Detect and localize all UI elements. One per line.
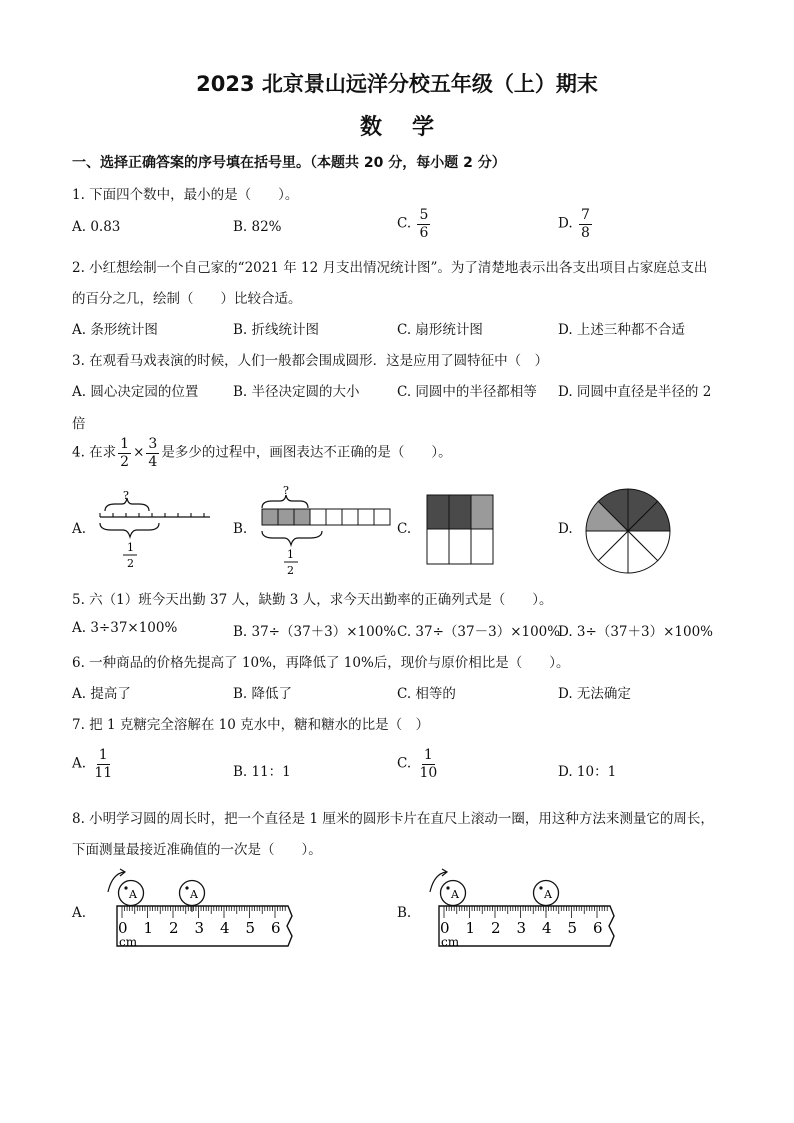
q8b-tick-label-3: 3 bbox=[516, 919, 527, 937]
q4-option-d-figure bbox=[584, 487, 672, 575]
q7-option-c-fraction: $\frac{1}{10}$ bbox=[419, 747, 438, 781]
q6-option-b[interactable]: B. 降低了 bbox=[233, 686, 293, 702]
q1-option-d-fraction: $\frac{7}{8}$ bbox=[580, 207, 590, 241]
q8b-point-label-2: A bbox=[544, 888, 552, 901]
q4b-half-denominator: 2 bbox=[287, 564, 294, 577]
q8b-tick-label-1: 1 bbox=[465, 919, 476, 937]
q4-stem-prefix: 4. 在求 bbox=[72, 444, 117, 461]
q5-option-d[interactable]: D. 3÷（37＋3）×100% bbox=[558, 624, 713, 640]
q5-option-a[interactable]: A. 3÷37×100% bbox=[72, 620, 178, 636]
q8-stem-line1: 8. 小明学习圆的周长时，把一个直径是 1 厘米的圆形卡片在直尺上滚动一圈，用这种方法来测量它的周长， bbox=[72, 811, 714, 827]
q4-option-a-label[interactable]: A. bbox=[72, 521, 87, 537]
q8b-unit-label: cm bbox=[441, 935, 460, 949]
q3-option-b[interactable]: B. 半径决定圆的大小 bbox=[233, 384, 360, 400]
q2-stem-line1: 2. 小红想绘制一个自己家的“2021 年 12 月支出情况统计图”。为了清楚地表示出各支出项目占家庭总支出 bbox=[72, 260, 708, 276]
q1-option-c-label: C. bbox=[397, 215, 412, 232]
q4-option-b-figure bbox=[258, 480, 398, 575]
q7-option-a-fraction: $\frac{1}{11}$ bbox=[94, 747, 113, 781]
q4-stem-suffix: 是多少的过程中，画图表达不正确的是（ ）。 bbox=[161, 444, 452, 461]
q5-stem: 5. 六（1）班今天出勤 37 人，缺勤 3 人，求今天出勤率的正确列式是（ ）。 bbox=[72, 592, 553, 608]
q8a-unit-label: cm bbox=[119, 935, 138, 949]
q4a-half-denominator: 2 bbox=[127, 557, 134, 570]
q4b-question-mark: ? bbox=[283, 484, 289, 497]
q3-option-d[interactable]: D. 同圆中直径是半径的 2 bbox=[558, 384, 712, 400]
q6-option-d[interactable]: D. 无法确定 bbox=[558, 686, 631, 702]
q8b-tick-label-2: 2 bbox=[491, 919, 501, 937]
q6-stem: 6. 一种商品的价格先提高了 10%，再降低了 10%后，现价与原价相比是（ ）。 bbox=[72, 655, 570, 671]
q5-option-c[interactable]: C. 37÷（37－3）×100% bbox=[397, 624, 561, 640]
q4-fraction-1: $\frac{1}{2}$ bbox=[120, 436, 130, 470]
q4-option-a-figure bbox=[95, 485, 215, 570]
q8a-tick-label-4: 4 bbox=[220, 919, 230, 937]
q7-option-a[interactable] bbox=[72, 748, 116, 780]
q8-option-b-label[interactable]: B. bbox=[397, 905, 412, 921]
q8a-tick-label-2: 2 bbox=[169, 919, 179, 937]
q8b-circle-point-1 bbox=[446, 886, 449, 889]
q3-option-c[interactable]: C. 同圆中的半径都相等 bbox=[397, 384, 537, 400]
q7-stem: 7. 把 1 克糖完全溶解在 10 克水中，糖和糖水的比是（ ） bbox=[72, 717, 430, 733]
q2-option-b[interactable]: B. 折线统计图 bbox=[233, 322, 320, 338]
q8a-point-label-2: A bbox=[190, 888, 198, 901]
exam-title: 2023 北京景山远洋分校五年级（上）期末 bbox=[196, 72, 598, 96]
q4-times-sign: × bbox=[133, 444, 145, 461]
q3-option-d-continued: 倍 bbox=[72, 416, 86, 432]
q7-option-d[interactable]: D. 10：1 bbox=[558, 764, 617, 780]
q4-option-d-label[interactable]: D. bbox=[558, 521, 573, 537]
q6-option-c[interactable]: C. 相等的 bbox=[397, 686, 456, 702]
q4a-question-mark: ? bbox=[123, 489, 129, 502]
q8a-tick-label-5: 5 bbox=[245, 919, 256, 937]
q3-option-a[interactable]: A. 圆心决定园的位置 bbox=[72, 384, 199, 400]
q5-option-b[interactable]: B. 37÷（37＋3）×100% bbox=[233, 624, 397, 640]
q1-stem: 1. 下面四个数中，最小的是（ ）。 bbox=[72, 187, 299, 203]
q4-stem bbox=[72, 437, 452, 469]
q8b-circle-point-2 bbox=[539, 886, 542, 889]
q8a-point-label-1: A bbox=[129, 888, 137, 901]
q7-option-c[interactable] bbox=[397, 748, 441, 780]
q8-stem-line2: 下面测量最接近准确值的一次是（ ）。 bbox=[72, 842, 322, 858]
q8a-circle-point-1 bbox=[124, 886, 127, 889]
q8b-tick-label-5: 5 bbox=[567, 919, 578, 937]
q7-option-b[interactable]: B. 11：1 bbox=[233, 764, 291, 780]
q4b-half-numerator: 1 bbox=[287, 548, 294, 561]
q8a-tick-label-1: 1 bbox=[143, 919, 154, 937]
q8-option-b-figure bbox=[420, 868, 620, 953]
q8b-tick-label-0: 0 bbox=[440, 919, 450, 937]
q8b-tick-label-6: 6 bbox=[593, 919, 603, 937]
q2-option-d[interactable]: D. 上述三种都不合适 bbox=[558, 322, 685, 338]
q8a-circle-point-2 bbox=[185, 886, 188, 889]
q8-option-a-figure bbox=[98, 868, 298, 953]
q7-option-c-label: C. bbox=[397, 755, 412, 772]
q6-option-a[interactable]: A. 提高了 bbox=[72, 686, 131, 702]
q1-option-d[interactable] bbox=[558, 208, 594, 240]
q2-option-a[interactable]: A. 条形统计图 bbox=[72, 322, 158, 338]
q4-option-c-figure bbox=[426, 494, 494, 566]
q7-option-a-label: A. bbox=[72, 755, 87, 772]
q1-option-c[interactable] bbox=[397, 208, 432, 240]
q8a-tick-label-0: 0 bbox=[118, 919, 128, 937]
q8a-tick-label-6: 6 bbox=[271, 919, 281, 937]
q1-option-a[interactable]: A. 0.83 bbox=[72, 219, 121, 235]
subject-title: 数学 bbox=[359, 115, 464, 140]
q8a-tick-label-3: 3 bbox=[194, 919, 205, 937]
q8b-tick-label-4: 4 bbox=[542, 919, 552, 937]
section-heading: 一、选择正确答案的序号填在括号里。（本题共 20 分，每小题 2 分） bbox=[72, 155, 506, 171]
q2-stem-line2: 的百分之几，绘制（ ）比较合适。 bbox=[72, 291, 302, 307]
q1-option-b[interactable]: B. 82% bbox=[233, 219, 282, 235]
q8-option-a-label[interactable]: A. bbox=[72, 905, 87, 921]
q4-option-c-label[interactable]: C. bbox=[397, 521, 412, 537]
q4a-half-numerator: 1 bbox=[127, 541, 134, 554]
q1-option-c-fraction: $\frac{5}{6}$ bbox=[419, 207, 429, 241]
q8b-point-label-1: A bbox=[451, 888, 459, 901]
q4-fraction-2: $\frac{3}{4}$ bbox=[148, 436, 158, 470]
q1-option-d-label: D. bbox=[558, 215, 573, 232]
q4-option-b-label[interactable]: B. bbox=[233, 521, 248, 537]
q3-stem: 3. 在观看马戏表演的时候，人们一般都会围成圆形．这是应用了圆特征中（ ） bbox=[72, 353, 549, 369]
q2-option-c[interactable]: C. 扇形统计图 bbox=[397, 322, 483, 338]
